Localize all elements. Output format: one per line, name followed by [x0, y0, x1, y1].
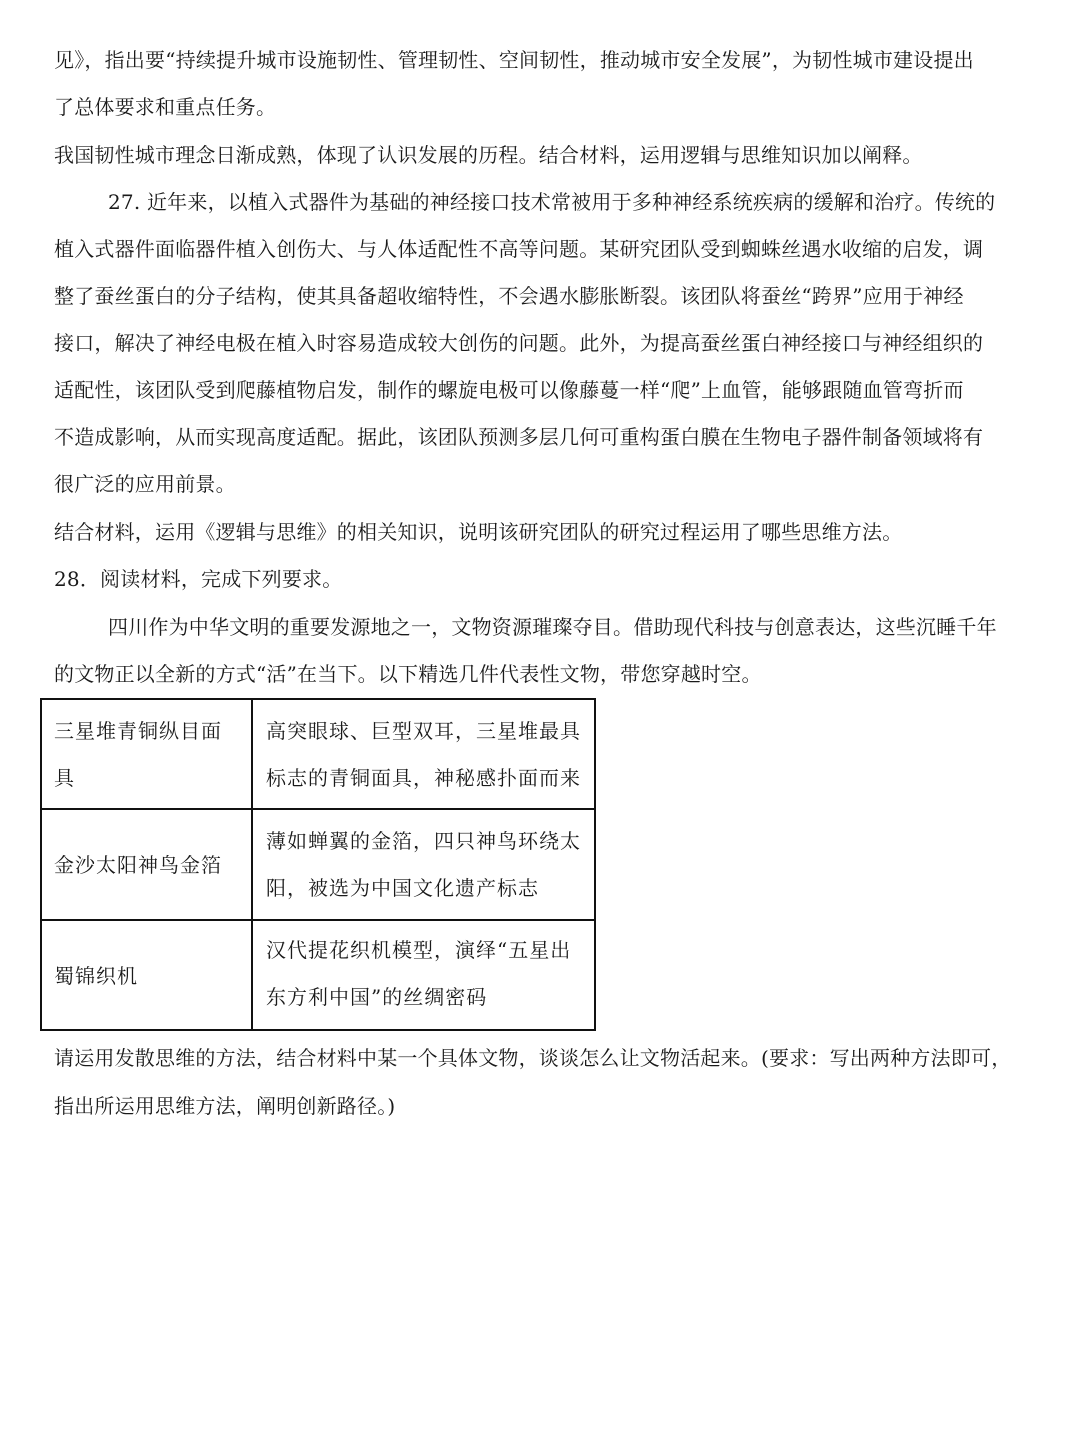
q27-line-2: 植入式器件面临器件植入创伤大、与人体适配性不高等问题。某研究团队受到蜘蛛丝遇水收缩的启发，调 — [54, 237, 984, 261]
q27-line-4: 接口，解决了神经电极在植入时容易造成较大创伤的问题。此外，为提高蚕丝蛋白神经接口与神经组织的 — [54, 331, 984, 355]
q28-header: 28．阅读材料，完成下列要求。 — [54, 567, 343, 591]
table-row — [42, 921, 594, 1029]
intro-line-2: 了总体要求和重点任务。 — [54, 95, 277, 119]
q27-line-6: 不造成影响，从而实现高度适配。据此，该团队预测多层几何可重构蛋白膜在生物电子器件制备领域将有 — [54, 425, 984, 449]
artifact-desc: 薄如蝉翼的金箔，四只神鸟环绕太阳，被选为中国文化遗产标志 — [266, 829, 581, 900]
q28-question-line-2: 指出所运用思维方法，阐明创新路径。) — [54, 1094, 396, 1118]
q27-line-3: 整了蚕丝蛋白的分子结构，使其具备超收缩特性，不会遇水膨胀断裂。该团队将蚕丝“跨界”应用于神经 — [54, 284, 964, 308]
intro-line-1: 见》，指出要“持续提升城市设施韧性、管理韧性、空间韧性，推动城市安全发展”，为韧性城市建设提出 — [54, 48, 974, 72]
artifact-table — [40, 698, 596, 1031]
q27-line-7: 很广泛的应用前景。 — [54, 472, 236, 496]
artifact-desc: 高突眼球、巨型双耳，三星堆最具标志的青铜面具，神秘感扑面而来 — [266, 719, 581, 790]
artifact-name: 蜀锦织机 — [54, 964, 138, 988]
q28-question-line-1: 请运用发散思维的方法，结合材料中某一个具体文物，谈谈怎么让文物活起来。(要求：写出两种方法即可， — [54, 1046, 1012, 1070]
q28-para-line-1: 四川作为中华文明的重要发源地之一，文物资源璀璨夺目。借助现代科技与创意表达，这些沉睡千年 — [108, 615, 997, 639]
artifact-name: 三星堆青铜纵目面具 — [54, 719, 222, 790]
table-row — [42, 810, 594, 921]
q27-question: 结合材料，运用《逻辑与思维》的相关知识，说明该研究团队的研究过程运用了哪些思维方法。 — [54, 520, 903, 544]
q27-line-5: 适配性，该团队受到爬藤植物启发，制作的螺旋电极可以像藤蔓一样“爬”上血管，能够跟随血管弯折而 — [54, 378, 964, 402]
artifact-name: 金沙太阳神鸟金箔 — [54, 853, 222, 877]
q26-question: 我国韧性城市理念日渐成熟，体现了认识发展的历程。结合材料，运用逻辑与思维知识加以阐释。 — [54, 143, 923, 167]
table-column-divider — [251, 700, 253, 1029]
q27-line-1: 27. 近年来，以植入式器件为基础的神经接口技术常被用于多种神经系统疾病的缓解和治疗。传统的 — [108, 190, 996, 214]
artifact-desc: 汉代提花织机模型，演绎“五星出东方利中国”的丝绸密码 — [266, 938, 572, 1009]
q28-para-line-2: 的文物正以全新的方式“活”在当下。以下精选几件代表性文物，带您穿越时空。 — [54, 662, 762, 686]
table-row — [42, 700, 594, 810]
